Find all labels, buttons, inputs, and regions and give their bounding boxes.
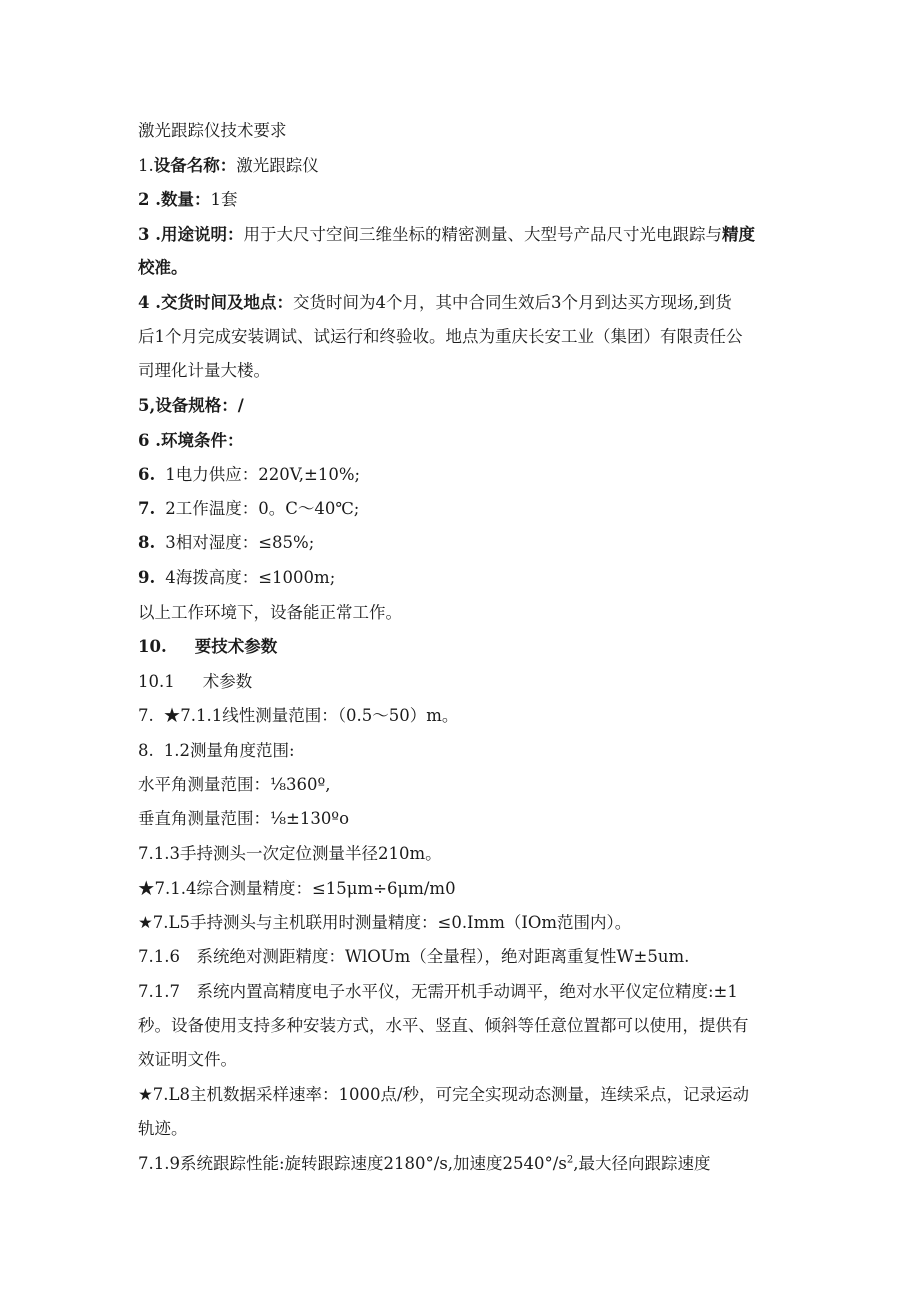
item-number: 5,	[138, 396, 156, 415]
param-7-1-7-continued-2: 效证明文件。	[138, 1050, 237, 1069]
param-vertical-angle: 垂直角测量范围：⅛±130ºo	[138, 809, 350, 828]
param-7-1-8: ★7.L8主机数据采样速率：1000点/秒，可完全实现动态测量，连续采点，记录运动	[138, 1085, 750, 1104]
param-7-1-8-continued: 轨迹。	[138, 1119, 188, 1138]
item-number: 4 .	[138, 293, 161, 312]
item-text: 7.1.9系统跟踪性能:旋转跟踪速度2180°/s,加速度2540°/s	[138, 1154, 567, 1173]
item-label: 用途说明：	[160, 225, 244, 244]
item-text: 3相对湿度：≤85%;	[165, 533, 315, 552]
item-text: 2工作温度：0。C～40℃;	[165, 499, 360, 518]
item-text: 交货时间为4个月，其中合同生效后3个月到达买方现场,到货	[292, 293, 732, 312]
item-5	[138, 395, 790, 417]
item-number: 7.	[138, 706, 154, 725]
superscript: 2	[566, 1154, 574, 1166]
item-text: 1电力供应：220V,±10%;	[165, 465, 361, 484]
item-number: 2 .	[138, 190, 161, 209]
item-2	[138, 189, 790, 211]
item-3-continued	[138, 257, 790, 279]
item-label: 数量：	[160, 190, 211, 209]
item-3	[138, 224, 790, 246]
item-number: 8.	[138, 533, 156, 552]
param-7-1-7-continued-1: 秒。设备使用支持多种安装方式，水平、竖直、倾斜等任意位置都可以使用，提供有	[138, 1016, 749, 1035]
env-item-4	[138, 567, 790, 589]
item-text: ,最大径向跟踪速度	[573, 1154, 711, 1173]
item-number: 6.	[138, 465, 156, 484]
item-text: 术参数	[202, 672, 253, 691]
item-label: 设备名称：	[153, 156, 237, 175]
item-label: 交货时间及地点：	[160, 293, 293, 312]
item-text: ★7.1.1线性测量范围：（0.5～50）m。	[163, 706, 459, 725]
item-text: 4海拨高度：≤1000m;	[165, 568, 336, 587]
param-7-1-5: ★7.L5手持测头与主机联用时测量精度：≤0.Imm（IOm范围内）。	[138, 913, 632, 932]
item-number: 8.	[138, 741, 154, 760]
item-10	[138, 636, 790, 658]
item-number: 10.	[138, 637, 167, 656]
env-item-2	[138, 498, 790, 520]
item-4-continued-1: 后1个月完成安装调试、试运行和终验收。地点为重庆长安工业（集团）有限责任公	[138, 327, 743, 346]
env-item-3	[138, 532, 790, 554]
param-7-1-4: ★7.1.4综合测量精度：≤15μm÷6μm/m0	[138, 879, 456, 898]
item-4-continued-2: 司理化计量大楼。	[138, 361, 270, 380]
item-text: 1.2测量角度范围:	[163, 741, 295, 760]
item-number: 6 .	[138, 431, 161, 450]
item-number: 7.	[138, 499, 156, 518]
item-text: 激光跟踪仪	[236, 156, 319, 175]
param-7-1-9	[138, 1153, 790, 1175]
param-7-1-6: 7.1.6 系统绝对测距精度：WlOUm（全量程），绝对距离重复性W±5um.	[138, 947, 690, 966]
item-number: 3 .	[138, 225, 161, 244]
item-number: 9.	[138, 568, 156, 587]
env-note: 以上工作环境下，设备能正常工作。	[138, 603, 402, 622]
param-7-1-1	[138, 705, 790, 727]
item-text: 1套	[210, 190, 238, 209]
item-4	[138, 292, 790, 314]
item-text-bold: 校准。	[138, 258, 188, 277]
param-7-1-7: 7.1.7 系统内置高精度电子水平仪，无需开机手动调平，绝对水平仪定位精度:±1	[138, 982, 738, 1001]
item-1	[138, 155, 790, 177]
item-text-bold: 精度	[721, 225, 755, 244]
param-7-1-3: 7.1.3手持测头一次定位测量半径210m。	[138, 844, 442, 863]
item-text: 用于大尺寸空间三维坐标的精密测量、大型号产品尺寸光电跟踪与	[243, 225, 722, 244]
param-7-1-2	[138, 740, 790, 762]
item-label: 环境条件：	[160, 431, 244, 450]
item-label: 要技术参数	[194, 637, 278, 656]
param-horizontal-angle: 水平角测量范围：⅛360º,	[138, 775, 331, 794]
doc-title: 激光跟踪仪技术要求	[138, 121, 287, 140]
env-item-1	[138, 464, 790, 486]
item-label: 设备规格：/	[155, 396, 244, 415]
item-6	[138, 430, 790, 452]
item-number: 10.1	[138, 672, 175, 691]
item-number: 1.	[138, 156, 154, 175]
item-10-1	[138, 671, 790, 693]
